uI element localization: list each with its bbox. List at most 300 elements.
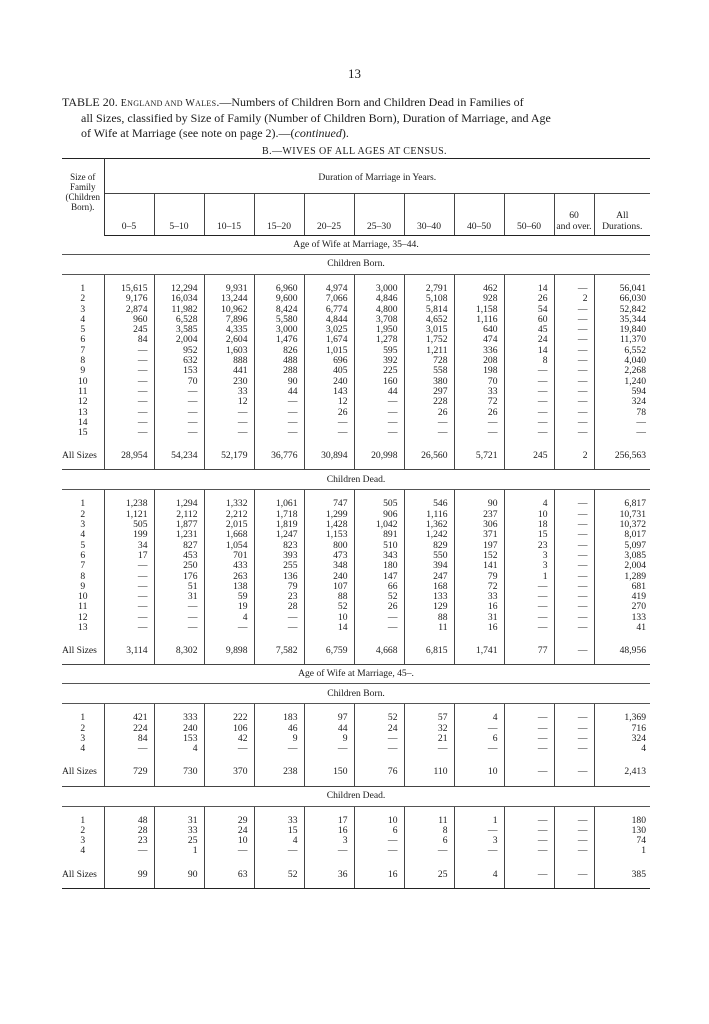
value-cell: — — [354, 623, 404, 641]
title-line-2: all Sizes, classified by Size of Family (Number of Children Born), Duration of Marriage, and Age — [81, 111, 551, 125]
value-cell: — — [554, 541, 594, 551]
value-cell: 3 — [504, 561, 554, 571]
column-header: 5–10 — [154, 194, 204, 236]
value-cell: 1,428 — [304, 520, 354, 530]
value-cell: — — [204, 418, 254, 428]
value-cell: — — [504, 744, 554, 762]
value-cell: 17 — [104, 551, 154, 561]
value-cell: 44 — [304, 724, 354, 734]
value-cell: 107 — [304, 582, 354, 592]
value-cell: 245 — [104, 325, 154, 335]
value-cell: — — [254, 408, 304, 418]
value-cell: 4,040 — [624, 355, 647, 367]
value-cell: — — [554, 530, 594, 540]
column-header: 30–40 — [404, 194, 454, 236]
value-cell: — — [154, 418, 204, 428]
value-cell: 8 — [404, 826, 454, 836]
value-cell: 66 — [354, 582, 404, 592]
table-row — [62, 325, 650, 335]
size-header-line: Family — [69, 182, 96, 192]
value-cell: 10,731 — [619, 508, 647, 520]
value-cell: — — [636, 427, 647, 439]
value-cell: 1,042 — [354, 520, 404, 530]
value-cell: 2,874 — [104, 305, 154, 315]
value-cell: 12,294 — [154, 275, 204, 295]
value-cell: — — [104, 397, 154, 407]
total-label: All Sizes — [62, 641, 104, 665]
value-cell: 263 — [204, 572, 254, 582]
value-cell: — — [104, 428, 154, 446]
value-cell: 3,708 — [354, 315, 404, 325]
value-cell: — — [554, 551, 594, 561]
value-cell: 546 — [404, 490, 454, 510]
value-cell: 44 — [254, 387, 304, 397]
value-cell: 4 — [204, 613, 254, 623]
continued-label: continued — [294, 126, 342, 140]
value-cell: — — [454, 826, 504, 836]
value-cell: — — [104, 346, 154, 356]
table-row — [62, 428, 650, 446]
table-row — [62, 561, 650, 571]
header-row-1 — [62, 159, 650, 194]
value-cell: — — [354, 613, 404, 623]
value-cell: 701 — [204, 551, 254, 561]
value-cell: 48 — [104, 806, 154, 826]
family-size-cell: 7 — [62, 561, 104, 571]
table-row — [62, 510, 650, 520]
value-cell: — — [354, 428, 404, 446]
value-cell: — — [554, 325, 594, 335]
column-header: 40–50 — [454, 194, 504, 236]
value-cell: 6 — [454, 734, 504, 744]
total-cell: — — [554, 865, 594, 889]
total-cell: 730 — [154, 763, 204, 787]
value-cell: 56,041 — [619, 283, 647, 294]
value-cell: 380 — [404, 377, 454, 387]
table-row — [62, 846, 650, 864]
value-cell: 1,299 — [304, 510, 354, 520]
table-row — [62, 377, 650, 387]
value-cell: — — [504, 846, 554, 864]
value-cell: 70 — [454, 377, 504, 387]
value-cell: 393 — [254, 551, 304, 561]
value-cell: — — [204, 408, 254, 418]
value-cell: 1,061 — [254, 490, 304, 510]
total-cell: 5,721 — [454, 446, 504, 470]
value-cell: 255 — [254, 561, 304, 571]
table-row — [62, 315, 650, 325]
block-section-label — [62, 684, 650, 704]
region-label: ENGLAND AND WALES — [120, 98, 217, 109]
title-line-3b: ). — [341, 126, 349, 140]
table-row — [62, 836, 650, 846]
value-cell: 1 — [154, 846, 204, 864]
value-cell: — — [154, 623, 204, 641]
value-cell: 26 — [504, 294, 554, 304]
value-cell: 4 — [454, 704, 504, 724]
total-cell: 9,898 — [204, 641, 254, 665]
family-size-cell: 1 — [62, 704, 104, 724]
value-cell: 1 — [454, 806, 504, 826]
value-cell: — — [504, 418, 554, 428]
value-cell: — — [354, 846, 404, 864]
value-cell: — — [454, 428, 504, 446]
value-cell: 3 — [454, 836, 504, 846]
value-cell: 16,034 — [154, 294, 204, 304]
value-cell: 15 — [504, 530, 554, 540]
value-cell: — — [104, 846, 154, 864]
value-cell: 168 — [404, 582, 454, 592]
family-size-cell: 12 — [62, 613, 104, 623]
value-cell: 88 — [304, 592, 354, 602]
value-cell: 240 — [154, 724, 204, 734]
value-cell: 336 — [454, 346, 504, 356]
value-cell: 1,240 — [624, 375, 647, 387]
table-row — [62, 541, 650, 551]
table-row — [62, 602, 650, 612]
value-cell: 392 — [354, 356, 404, 366]
value-cell: 421 — [104, 704, 154, 724]
total-cell: 16 — [354, 865, 404, 889]
value-cell: 1,674 — [304, 335, 354, 345]
value-cell: 6,960 — [254, 275, 304, 295]
value-cell: 6,528 — [154, 315, 204, 325]
value-cell: 24 — [504, 335, 554, 345]
column-header: 20–25 — [304, 194, 354, 236]
value-cell: — — [554, 387, 594, 397]
value-cell: — — [554, 613, 594, 623]
value-cell: 176 — [154, 572, 204, 582]
value-cell: 1,819 — [254, 520, 304, 530]
value-cell: 136 — [254, 572, 304, 582]
family-size-cell: 11 — [62, 602, 104, 612]
total-cell: 8,302 — [154, 641, 204, 665]
value-cell: — — [554, 734, 594, 744]
value-cell: — — [554, 572, 594, 582]
value-cell: — — [554, 836, 594, 846]
value-cell: 197 — [454, 541, 504, 551]
value-cell: 26 — [454, 408, 504, 418]
value-cell: 84 — [104, 335, 154, 345]
value-cell: — — [554, 602, 594, 612]
value-cell: 72 — [454, 582, 504, 592]
value-cell: — — [554, 418, 594, 428]
title-line-3a: of Wife at Marriage (see note on page 2).—( — [81, 126, 295, 140]
value-cell: — — [354, 734, 404, 744]
value-cell: 10 — [504, 510, 554, 520]
value-cell: 10 — [204, 836, 254, 846]
value-cell: — — [504, 592, 554, 602]
value-cell: — — [554, 724, 594, 734]
value-cell: 2,268 — [624, 365, 647, 377]
value-cell: — — [354, 836, 404, 846]
value-cell: — — [154, 397, 204, 407]
family-size-cell: 15 — [62, 428, 104, 446]
age-label: Age of Wife at Marriage, 35–44. — [62, 236, 650, 255]
value-cell: — — [504, 408, 554, 418]
value-cell: — — [104, 582, 154, 592]
value-cell: 3,000 — [354, 275, 404, 295]
value-cell: 34 — [104, 541, 154, 551]
value-cell: 5,814 — [404, 305, 454, 315]
value-cell: 31 — [454, 613, 504, 623]
column-header-line: Durations. — [602, 220, 643, 232]
size-header-line: (Children — [65, 192, 100, 202]
table-row — [62, 408, 650, 418]
value-cell: — — [504, 826, 554, 836]
value-cell: 829 — [404, 541, 454, 551]
value-cell: 51 — [154, 582, 204, 592]
table-row — [62, 530, 650, 540]
value-cell: 1,116 — [404, 510, 454, 520]
family-size-cell: 6 — [62, 335, 104, 345]
table-row — [62, 387, 650, 397]
column-header: 0–5 — [104, 194, 154, 236]
value-cell: — — [304, 846, 354, 864]
value-cell: 230 — [204, 377, 254, 387]
value-cell: 15 — [254, 826, 304, 836]
value-cell: 1,116 — [454, 315, 504, 325]
table-row — [62, 826, 650, 836]
total-cell: 238 — [254, 763, 304, 787]
value-cell: 1,153 — [304, 530, 354, 540]
total-cell: 4 — [454, 865, 504, 889]
family-size-cell: 14 — [62, 418, 104, 428]
value-cell: — — [504, 366, 554, 376]
table-row — [62, 305, 650, 315]
value-cell: — — [554, 744, 594, 762]
value-cell: 297 — [404, 387, 454, 397]
value-cell: 4 — [641, 743, 647, 755]
value-cell: 28 — [254, 602, 304, 612]
value-cell: 222 — [204, 704, 254, 724]
total-label: All Sizes — [62, 446, 104, 470]
value-cell: 3,000 — [254, 325, 304, 335]
value-cell: 33 — [454, 387, 504, 397]
size-column-header — [62, 159, 104, 236]
value-cell: 8 — [504, 356, 554, 366]
value-cell: — — [554, 582, 594, 592]
value-cell: — — [554, 623, 594, 641]
value-cell: 5,108 — [404, 294, 454, 304]
value-cell: 324 — [631, 396, 647, 408]
value-cell: 1,231 — [154, 530, 204, 540]
value-cell: 6 — [354, 826, 404, 836]
family-size-cell: 10 — [62, 377, 104, 387]
value-cell: — — [554, 826, 594, 836]
value-cell: 9 — [304, 734, 354, 744]
table-heading — [62, 95, 652, 141]
value-cell: 106 — [204, 724, 254, 734]
value-cell: 17 — [304, 806, 354, 826]
total-cell: 4,668 — [354, 641, 404, 665]
value-cell: — — [104, 561, 154, 571]
value-cell: 25 — [154, 836, 204, 846]
value-cell: — — [554, 520, 594, 530]
family-size-cell: 3 — [62, 734, 104, 744]
table-row — [62, 734, 650, 744]
value-cell: 41 — [636, 622, 647, 634]
value-cell: — — [504, 724, 554, 734]
total-cell: 30,894 — [304, 446, 354, 470]
value-cell: 826 — [254, 346, 304, 356]
value-cell: — — [554, 592, 594, 602]
value-cell: 9,176 — [104, 294, 154, 304]
value-cell: — — [354, 397, 404, 407]
value-cell: 462 — [454, 275, 504, 295]
value-cell: — — [204, 744, 254, 762]
value-cell: — — [104, 623, 154, 641]
value-cell: 52,842 — [619, 303, 647, 315]
value-cell: 9,931 — [204, 275, 254, 295]
value-cell: 823 — [254, 541, 304, 551]
table-subtitle: B.—WIVES OF ALL AGES AT CENSUS. — [262, 146, 447, 157]
value-cell: 1 — [641, 845, 647, 857]
value-cell: 827 — [154, 541, 204, 551]
value-cell: 225 — [354, 366, 404, 376]
value-cell: 473 — [304, 551, 354, 561]
value-cell: 24 — [354, 724, 404, 734]
value-cell: 1 — [504, 572, 554, 582]
value-cell: 16 — [454, 623, 504, 641]
value-cell: 70 — [154, 377, 204, 387]
value-cell: 12 — [304, 397, 354, 407]
value-cell: 632 — [154, 356, 204, 366]
value-cell: 348 — [304, 561, 354, 571]
value-cell: — — [504, 428, 554, 446]
value-cell: 419 — [631, 591, 647, 603]
total-cell: 729 — [104, 763, 154, 787]
value-cell: 19,840 — [619, 324, 647, 336]
value-cell: 4,974 — [304, 275, 354, 295]
family-size-cell: 3 — [62, 520, 104, 530]
value-cell: — — [504, 397, 554, 407]
value-cell: — — [554, 408, 594, 418]
value-cell: 333 — [154, 704, 204, 724]
value-cell: — — [254, 418, 304, 428]
total-row — [62, 446, 650, 470]
value-cell: 800 — [304, 541, 354, 551]
value-cell: — — [104, 366, 154, 376]
family-size-cell: 10 — [62, 592, 104, 602]
value-cell: 16 — [454, 602, 504, 612]
total-label: All Sizes — [62, 763, 104, 787]
table-row — [62, 704, 650, 724]
value-cell: 324 — [631, 732, 647, 744]
family-size-cell: 1 — [62, 490, 104, 510]
total-cell: 28,954 — [104, 446, 154, 470]
value-cell: — — [254, 623, 304, 641]
total-cell: 90 — [154, 865, 204, 889]
value-cell: 66,030 — [619, 293, 647, 305]
value-cell: 180 — [354, 561, 404, 571]
total-cell: 6,759 — [304, 641, 354, 665]
column-header — [594, 194, 650, 236]
value-cell: 52 — [354, 704, 404, 724]
total-cell: 52 — [254, 865, 304, 889]
value-cell: 906 — [354, 510, 404, 520]
value-cell: — — [554, 377, 594, 387]
value-cell: — — [254, 397, 304, 407]
value-cell: 133 — [631, 611, 647, 623]
value-cell: 1,289 — [624, 570, 647, 582]
family-size-cell: 2 — [62, 294, 104, 304]
value-cell: 681 — [631, 580, 647, 592]
value-cell: 198 — [454, 366, 504, 376]
value-cell: 153 — [154, 734, 204, 744]
value-cell: 640 — [454, 325, 504, 335]
value-cell: 79 — [254, 582, 304, 592]
value-cell: 10 — [354, 806, 404, 826]
value-cell: 4,844 — [304, 315, 354, 325]
total-cell: 52,179 — [204, 446, 254, 470]
value-cell: 33 — [154, 826, 204, 836]
value-cell: 6,552 — [624, 344, 647, 356]
value-cell: 26 — [304, 408, 354, 418]
table-row — [62, 275, 650, 295]
value-cell: 3 — [504, 551, 554, 561]
value-cell: 72 — [454, 397, 504, 407]
table-row — [62, 366, 650, 376]
value-cell: — — [404, 846, 454, 864]
value-cell: 888 — [204, 356, 254, 366]
value-cell: — — [404, 428, 454, 446]
value-cell: 97 — [304, 704, 354, 724]
value-cell: — — [554, 305, 594, 315]
value-cell: 488 — [254, 356, 304, 366]
value-cell: 10,962 — [204, 305, 254, 315]
family-size-cell: 8 — [62, 572, 104, 582]
family-size-cell: 1 — [62, 806, 104, 826]
value-cell: — — [104, 356, 154, 366]
value-cell: — — [154, 387, 204, 397]
value-cell: 6,774 — [304, 305, 354, 315]
value-cell: 31 — [154, 806, 204, 826]
data-table — [62, 158, 650, 889]
family-size-cell: 13 — [62, 408, 104, 418]
total-cell: 63 — [204, 865, 254, 889]
block-section-label — [62, 470, 650, 490]
block-section-label — [62, 255, 650, 275]
value-cell: — — [504, 387, 554, 397]
value-cell: 138 — [204, 582, 254, 592]
value-cell: — — [554, 561, 594, 571]
value-cell: — — [154, 613, 204, 623]
value-cell: 14 — [504, 275, 554, 295]
age-section-label — [62, 665, 650, 684]
value-cell: 88 — [404, 613, 454, 623]
column-header: 15–20 — [254, 194, 304, 236]
column-header-line: and over. — [556, 220, 592, 232]
value-cell: 594 — [631, 385, 647, 397]
value-cell: 306 — [454, 520, 504, 530]
value-cell: — — [104, 572, 154, 582]
family-size-cell: 5 — [62, 325, 104, 335]
value-cell: — — [504, 613, 554, 623]
value-cell: 4 — [504, 490, 554, 510]
total-cell: 2 — [554, 446, 594, 470]
family-size-cell: 4 — [62, 744, 104, 762]
value-cell: — — [104, 377, 154, 387]
value-cell: 2,004 — [154, 335, 204, 345]
block-label: Children Born. — [62, 684, 650, 704]
table-row — [62, 294, 650, 304]
value-cell: 10 — [304, 613, 354, 623]
value-cell: 6,817 — [624, 498, 647, 510]
column-header: 50–60 — [504, 194, 554, 236]
value-cell: 1,877 — [154, 520, 204, 530]
value-cell: 32 — [404, 724, 454, 734]
